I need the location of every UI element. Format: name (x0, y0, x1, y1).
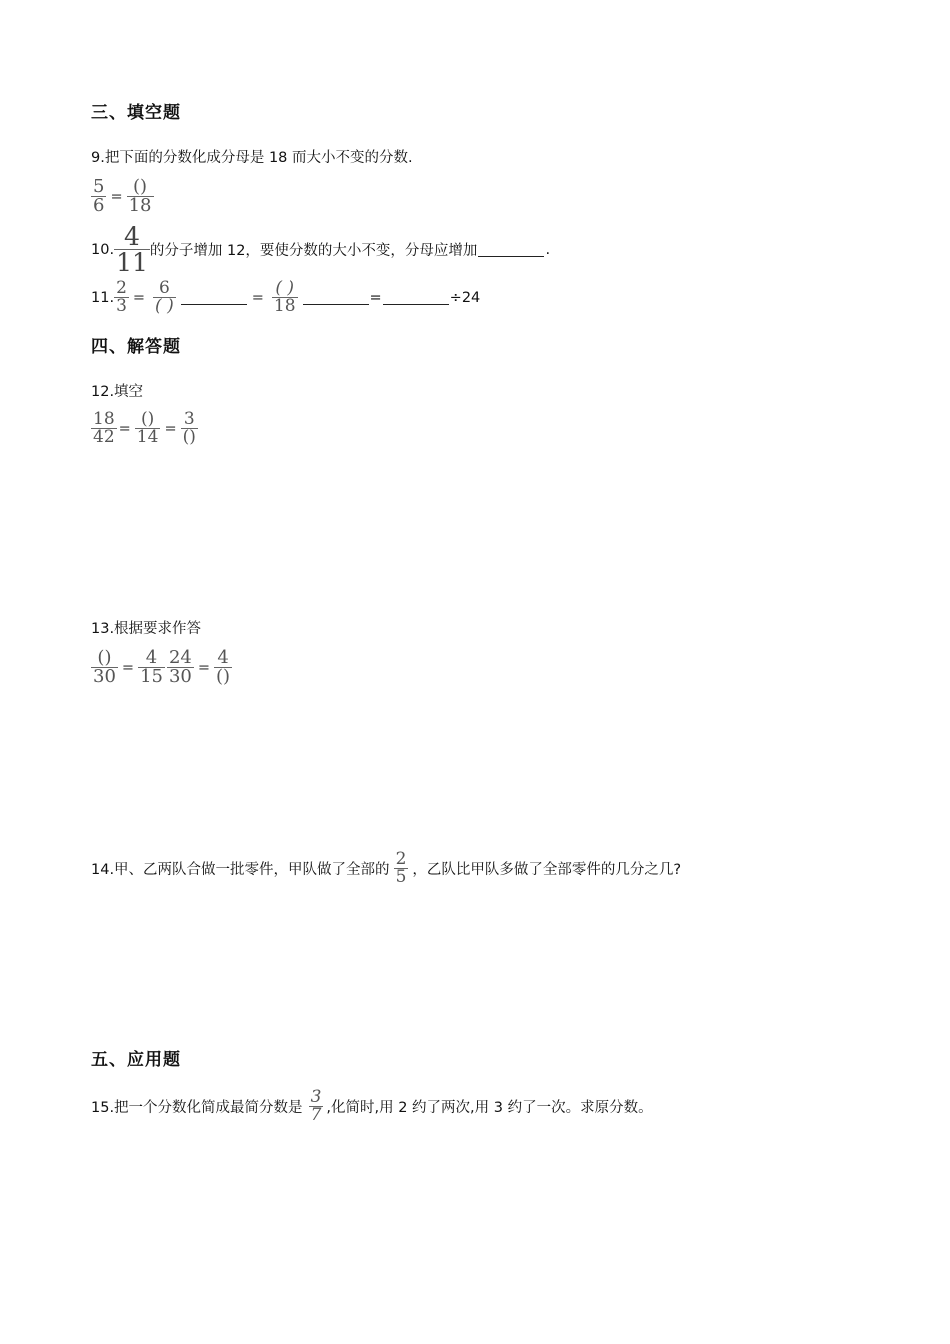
numerator: 4 (124, 222, 140, 251)
section-title-application: 五、应用题 (91, 1050, 181, 1070)
question-text: 14.甲、乙两队合做一批零件，甲队做了全部的 (91, 862, 390, 878)
fraction-blank-18 (272, 280, 298, 315)
numerator: () (140, 409, 155, 429)
fraction-2-5 (394, 851, 409, 886)
numerator: () (133, 176, 148, 197)
question-9-equation (91, 178, 154, 215)
question-text: 15.把一个分数化简成最简分数是 (91, 1100, 303, 1116)
fraction-6-blank (153, 280, 176, 315)
denominator: () (182, 427, 196, 447)
fraction-3-7 (309, 1089, 324, 1124)
fraction-4-blank (214, 649, 232, 686)
denominator: 18 (128, 195, 152, 216)
denominator: 7 (310, 1105, 322, 1125)
numerator: () (97, 647, 112, 668)
fraction-4-15 (138, 649, 165, 686)
denominator: 14 (136, 427, 159, 447)
fraction-24-30 (167, 649, 194, 686)
equals-sign: = (164, 420, 177, 437)
question-14 (91, 851, 681, 886)
fraction-blank-18 (127, 178, 154, 215)
fraction-3-blank (181, 411, 198, 446)
answer-blank[interactable] (181, 290, 247, 305)
denominator: 30 (93, 666, 116, 687)
fraction-4-11 (114, 224, 150, 275)
question-10 (91, 224, 550, 275)
numerator: 24 (168, 647, 192, 668)
numerator: 18 (93, 409, 115, 429)
equals-sign: = (251, 289, 264, 306)
denominator: 42 (93, 427, 115, 447)
question-9-text: 9.把下面的分数化成分母是 18 而大小不变的分数. (91, 150, 413, 166)
denominator: 3 (116, 296, 127, 316)
question-number: 11. (91, 289, 115, 306)
denominator: ( ) (155, 296, 174, 316)
fraction-2-3 (114, 280, 129, 315)
numerator: 2 (116, 278, 127, 298)
question-number: 10. (91, 241, 115, 258)
question-text: 的分子增加 12，要使分数的大小不变，分母应增加 (149, 243, 478, 259)
denominator: 11 (116, 248, 148, 277)
numerator: 5 (93, 176, 105, 197)
denominator: 30 (168, 666, 192, 687)
section-title-solve: 四、解答题 (91, 337, 181, 357)
answer-blank[interactable] (478, 242, 544, 257)
numerator: 3 (310, 1087, 322, 1107)
question-suffix: . (545, 241, 551, 258)
numerator: 6 (158, 278, 170, 298)
equals-sign: = (118, 420, 131, 437)
question-text-suffix: ，乙队比甲队多做了全部零件的几分之几? (412, 862, 682, 878)
numerator: 4 (217, 647, 229, 668)
question-11 (91, 280, 480, 315)
numerator: 2 (395, 849, 407, 869)
equals-sign: = (132, 289, 146, 306)
equals-sign: = (369, 289, 382, 306)
question-text-suffix: ,化简时,用 2 约了两次,用 3 约了一次。求原分数。 (326, 1100, 653, 1116)
denominator: 15 (140, 666, 163, 687)
section-title-fill-in: 三、填空题 (91, 103, 181, 123)
divide-tail: ÷24 (449, 289, 481, 306)
numerator: 4 (145, 647, 158, 668)
fraction-blank-30 (91, 649, 118, 686)
question-13-label: 13.根据要求作答 (91, 621, 202, 637)
fraction-18-42 (91, 411, 117, 446)
denominator: 18 (273, 296, 296, 316)
fraction-5-6 (91, 178, 106, 215)
denominator: 5 (395, 867, 407, 887)
equals-sign: = (197, 659, 211, 676)
question-15 (91, 1089, 653, 1124)
equals-sign: = (110, 188, 123, 205)
question-12-label: 12.填空 (91, 384, 144, 400)
answer-blank[interactable] (303, 290, 369, 305)
denominator: 6 (93, 195, 105, 216)
equals-sign: = (121, 659, 135, 676)
question-13-equation (91, 649, 232, 686)
fraction-blank-14 (135, 411, 161, 446)
numerator: ( ) (275, 278, 295, 298)
numerator: 3 (183, 409, 195, 429)
answer-blank[interactable] (383, 290, 449, 305)
question-12-equation (91, 411, 198, 446)
denominator: () (216, 666, 231, 687)
